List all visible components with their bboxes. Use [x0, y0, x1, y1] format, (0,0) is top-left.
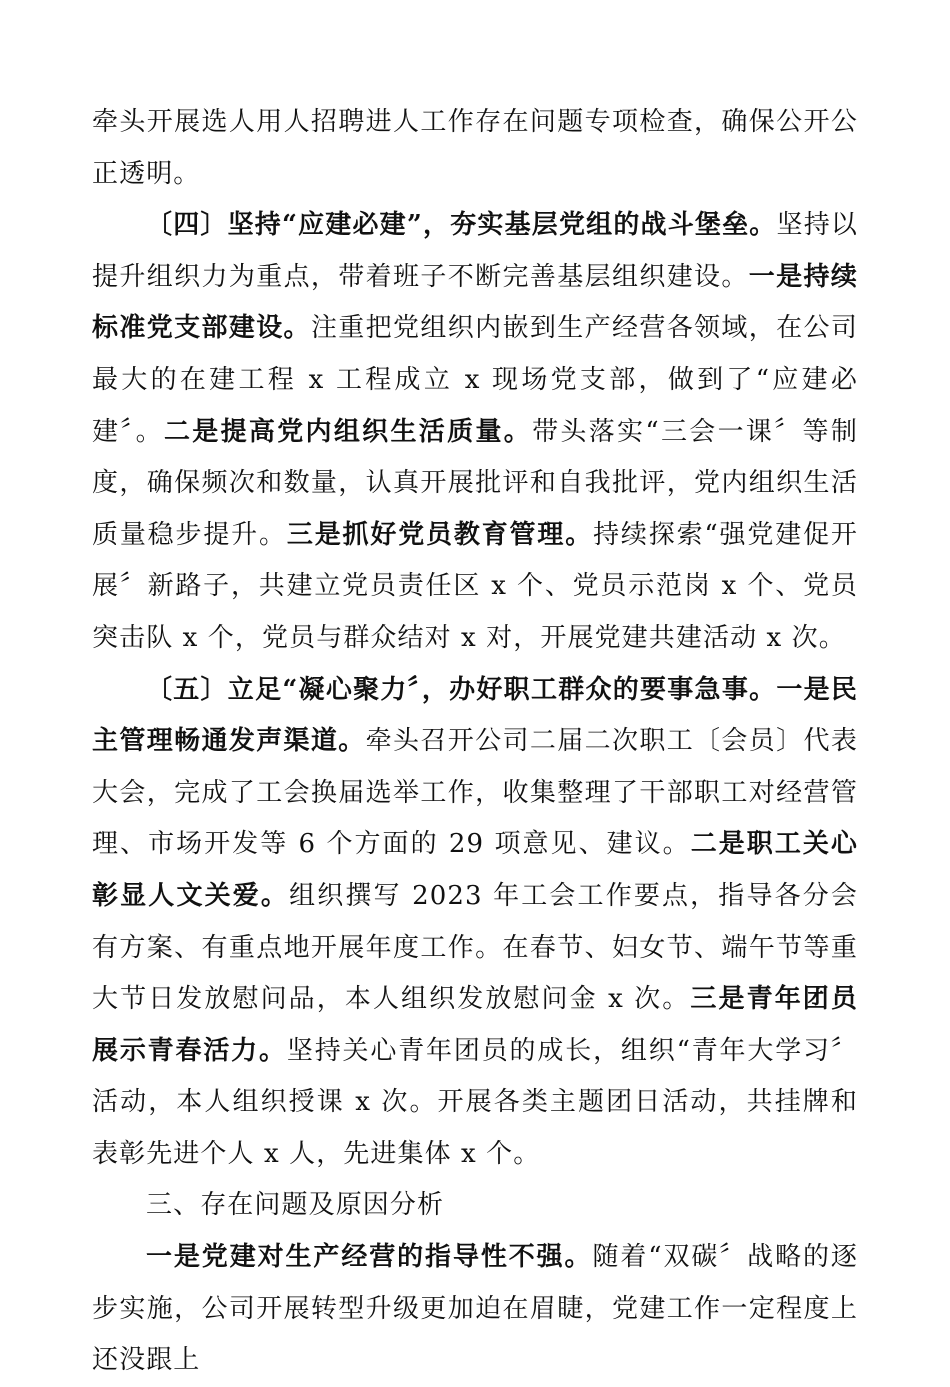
- point-heading: 二是提高党内组织生活质量。: [163, 416, 533, 447]
- point-heading: 三是抓好党员教育管理。: [286, 519, 594, 550]
- text-segment: 组织撰写 2023 年工会工作要点，指导各分会有方案、有重点地开展年度工作。在春节、妇女节、端午节等重大节日发放慰问品，本人组织发放慰问金 x 次。: [92, 880, 859, 1015]
- text-segment: 坚持以提升组织力为重点，带着班子不断完善基层组织建设。: [92, 210, 858, 292]
- text-segment: 带头落实“三会一课〞等制度，确保频次和数量，认真开展批评和自我批评，党内组织生活质量稳步提升。: [92, 416, 858, 550]
- point-heading: 二是职工关心彰显人文关爱。: [92, 829, 859, 911]
- point-heading: 一是党建对生产经营的指导性不强。: [146, 1242, 593, 1273]
- section-title-3: [92, 1180, 858, 1232]
- text-segment: 牵头召开公司二届二次职工〔会员〕代表大会，完成了工会换届选举工作，收集整理了干部职工对经营管理、市场开发等 6 个方面的 29 项意见、建议。: [92, 726, 858, 860]
- section-heading: 〔五〕立足“凝心聚力〞，办好职工群众的要事急事。: [146, 674, 777, 705]
- point-heading: 三是青年团员展示青春活力。: [92, 984, 858, 1066]
- paragraph-section-4: [92, 200, 858, 664]
- point-heading: 一是持续标准党支部建设。: [92, 261, 858, 344]
- paragraph-issue-1: [92, 1232, 858, 1387]
- section-heading: 〔四〕坚持“应建必建”，夯实基层党组的战斗堡垒。: [146, 210, 777, 241]
- paragraph-section-5: [92, 665, 858, 1181]
- text-segment: 持续探索“强党建促开展〞新路子，共建立党员责任区 x 个、党员示范岗 x 个、党员突击队 x 个，党员与群众结对 x 对，开展党建共建活动 x 次。: [92, 519, 859, 653]
- text-segment: 三、存在问题及原因分析: [146, 1190, 445, 1221]
- point-heading: 一是民主管理畅通发声渠道。: [92, 674, 858, 757]
- text-segment: 牵头开展选人用人招聘进人工作存在问题专项检查，确保公开公正透明。: [92, 107, 858, 189]
- text-segment: 坚持关心青年团员的成长，组织“青年大学习〞活动，本人组织授课 x 次。开展各类主题团日活动，共挂牌和表彰先进个人 x 人，先进集体 x 个。: [92, 1035, 858, 1169]
- text-segment: 注重把党组织内嵌到生产经营各领域，在公司最大的在建工程 x 工程成立 x 现场党支部，做到了“应建必建〞。: [92, 313, 858, 447]
- text-segment: 随着“双碳〞战略的逐步实施，公司开展转型升级更加迫在眉睫，党建工作一定程度上还没跟上: [92, 1242, 858, 1376]
- paragraph-continuation: [92, 97, 858, 200]
